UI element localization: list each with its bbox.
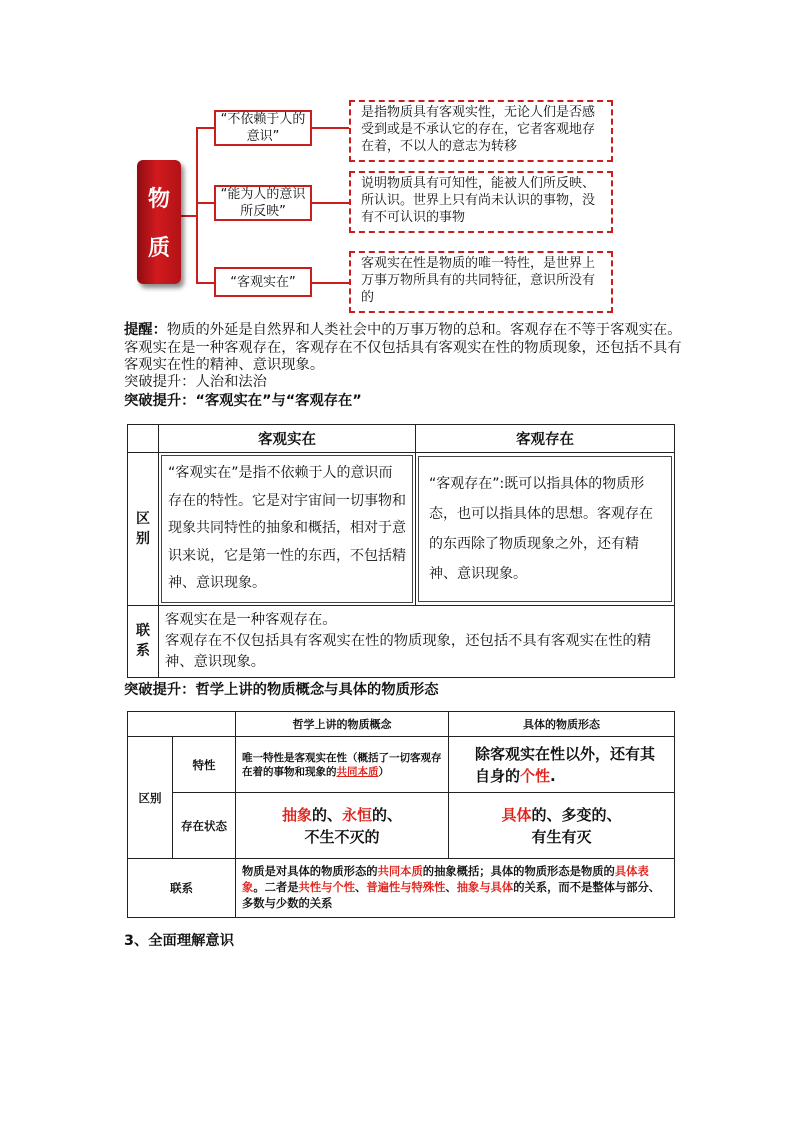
root-char: 物 — [147, 187, 170, 212]
comparison-table-reality-existence — [127, 424, 675, 678]
cell-text: 客观实在是一种客观存在。 — [165, 611, 337, 628]
column-header: 具体的物质形态 — [449, 712, 675, 737]
row-label-property: 特性 — [173, 737, 236, 793]
connector — [312, 127, 349, 129]
matter-mindmap — [0, 0, 800, 320]
column-header: 客观存在 — [416, 425, 675, 453]
row-label-difference: 区别 — [128, 737, 173, 859]
reminder-text: 物质的外延是自然界和人类社会中的万事万物的总和。客观存在不等于客观实在。客观实在是一种客观存在，客观存在不仅包括具有客观实在性的物质现象，还包括不具有客观实在性的精神、意识现象。 — [124, 322, 682, 373]
reminder-label: 提醒： — [124, 322, 167, 338]
table-corner-cell — [128, 712, 236, 737]
branch-node: “客观实在” — [214, 267, 312, 297]
cell-text: 客观存在不仅包括具有客观实在性的物质现象，还包括不具有客观实在性的精神、意识现象。 — [165, 632, 652, 670]
table-cell: 唯一特性是客观实在性（概括了一切客观存在着的事物和现象的共同本质） — [236, 737, 449, 793]
table-cell: 物质是对具体的物质形态的共同本质的抽象概括；具体的物质形态是物质的具体表象。二者是共性与个性、普遍性与特殊性、抽象与具体的关系，而不是整体与部分、多数与少数的关系 — [236, 859, 675, 918]
table-cell: 除客观实在性以外，还有其自身的个性. — [449, 737, 675, 793]
table-cell — [159, 453, 416, 606]
connector — [196, 127, 214, 129]
connector — [312, 282, 349, 284]
cell-text: “客观存在”:既可以指具体的物质形态，也可以指具体的思想。客观存在的东西除了物质现象之外，还有精神、意识现象。 — [418, 456, 672, 602]
connector — [196, 202, 214, 204]
cell-text: “客观实在”是指不依赖于人的意识而存在的特性。它是对宇宙间一切事物和现象共同特性的抽象和概括，相对于意识来说，它是第一性的东西，不包括精神、意识现象。 — [161, 455, 413, 603]
breakthrough-plain: 突破提升：人治和法治 — [124, 374, 267, 390]
branch-description: 说明物质具有可知性，能被人们所反映、所认识。世界上只有尚未认识的事物，没有不可认识的事物 — [349, 171, 613, 233]
section-heading: 3、全面理解意识 — [124, 933, 235, 949]
table-cell: 具体的、多变的、 有生有灭 — [449, 793, 675, 859]
table-cell — [416, 453, 675, 606]
branch-description: 是指物质具有客观实性，无论人们是否感受到或是不承认它的存在，它者客观地存在着，不以人的意志为转移 — [349, 100, 613, 162]
row-label-link: 联系 — [128, 605, 159, 677]
comparison-table-matter-forms — [127, 711, 675, 918]
branch-node: “不依赖于人的意识” — [214, 110, 312, 146]
table-cell: 抽象的、永恒的、 不生不灭的 — [236, 793, 449, 859]
column-header: 客观实在 — [159, 425, 416, 453]
row-label-difference: 区别 — [128, 453, 159, 606]
row-label-state: 存在状态 — [173, 793, 236, 859]
connector — [181, 215, 197, 217]
connector — [196, 127, 198, 283]
section-heading: 突破提升：“客观实在”与“客观存在” — [124, 393, 362, 409]
column-header: 哲学上讲的物质概念 — [236, 712, 449, 737]
table-corner-cell — [128, 425, 159, 453]
branch-node: “能为人的意识所反映” — [214, 185, 312, 221]
reminder-paragraph — [124, 322, 684, 375]
table-cell — [159, 605, 675, 677]
section-heading: 突破提升：哲学上讲的物质概念与具体的物质形态 — [124, 682, 439, 698]
branch-description: 客观实在性是物质的唯一特性，是世界上万事万物所具有的共同特征，意识所没有的 — [349, 251, 613, 313]
row-label-link: 联系 — [128, 859, 236, 918]
connector — [196, 282, 214, 284]
connector — [312, 202, 349, 204]
root-node-matter — [137, 160, 181, 284]
root-char: 质 — [147, 236, 170, 261]
